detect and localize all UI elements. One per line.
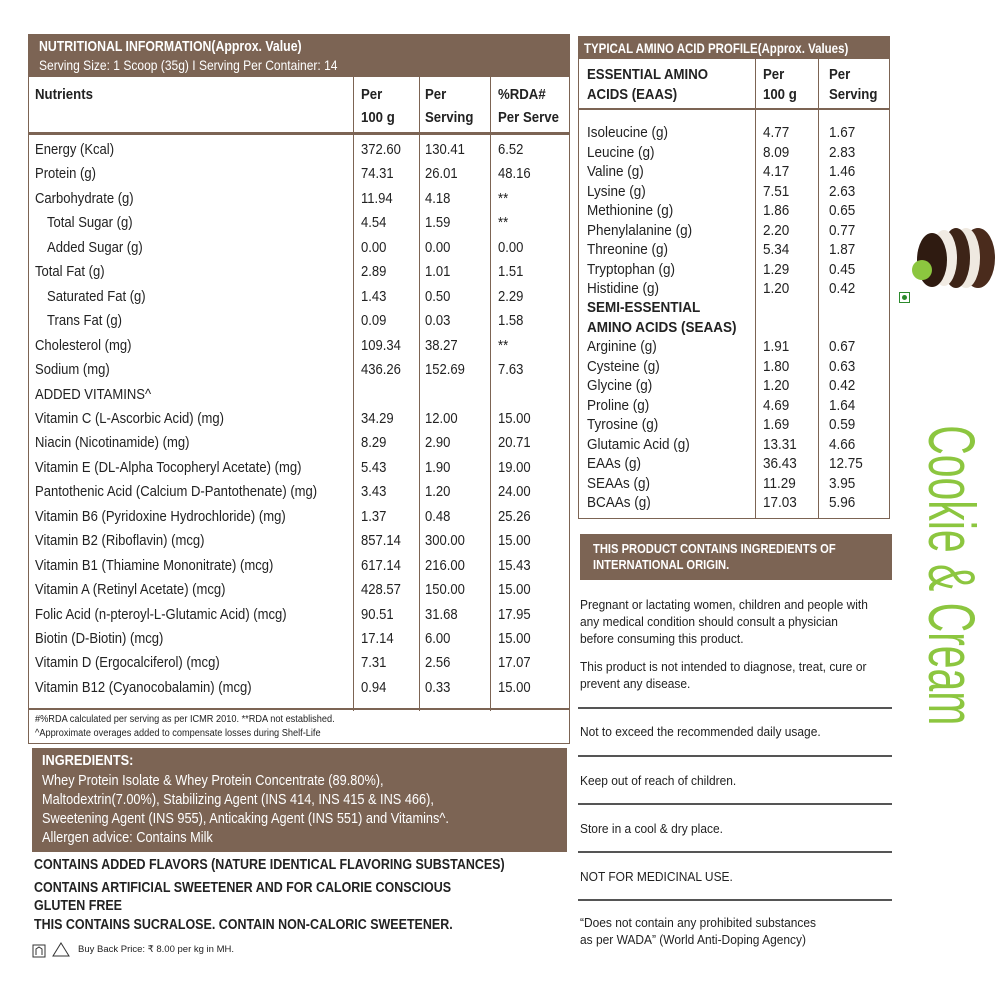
table-row [579, 493, 889, 513]
cell-ps: 4.18 [425, 190, 451, 207]
table-row [29, 677, 569, 701]
cell-name: Glycine (g) [587, 377, 653, 394]
cell-rda: 15.00 [498, 533, 531, 550]
cell-rda: 6.52 [498, 142, 524, 158]
cell-ps: 0.59 [829, 416, 856, 433]
cell-p100: 372.60 [361, 142, 401, 158]
cell-name: Lysine (g) [587, 182, 646, 200]
wada-note: “Does not contain any prohibited substances as per WADA” (World Anti-Doping Agency) [580, 915, 817, 947]
nutrient-name: Saturated Fat (g) [47, 288, 146, 305]
cell-ps: 0.42 [829, 377, 856, 394]
nutrient-name: Carbohydrate (g) [35, 190, 134, 207]
footer-rule [29, 708, 569, 710]
footnote-rda: #%RDA calculated per serving as per ICMR 2010. **RDA not established. [35, 714, 335, 725]
cell-rda: ** [498, 190, 509, 207]
header-rule [29, 132, 569, 135]
nutrient-name: Vitamin B6 (Pyridoxine Hydrochloride) (mg) [35, 508, 286, 525]
table-row [579, 182, 889, 202]
col-nutrients: Nutrients [35, 86, 93, 103]
cookie-image [908, 222, 996, 290]
cell-name: Valine (g) [587, 163, 644, 180]
pregnancy-warning: Pregnant or lactating women, children and people with any medical condition should consult a physician before consuming this product. [580, 597, 868, 646]
table-row [579, 162, 889, 182]
cell-name: Histidine (g) [587, 280, 660, 297]
divider [578, 707, 892, 709]
col-essential: ESSENTIAL AMINO ACIDS (EAAS) [587, 66, 709, 103]
cell-rda: 24.00 [498, 484, 531, 501]
serving-info: Serving Size: 1 Scoop (35g) I Serving Per Container: 14 [39, 57, 338, 73]
cell-ps: 2.90 [425, 435, 451, 452]
cell-ps: 3.95 [829, 474, 856, 492]
cell-ps: 6.00 [425, 631, 451, 647]
cell-name: BCAAs (g) [587, 494, 651, 511]
table-row [29, 432, 569, 456]
divider [578, 755, 892, 757]
cell-rda: 15.00 [498, 679, 531, 696]
nutrient-name: Protein (g) [35, 166, 96, 183]
table-row [29, 408, 569, 432]
cell-p100: 17.14 [361, 631, 394, 647]
cell-ps: 0.48 [425, 508, 451, 525]
nutrient-name: Pantothenic Acid (Calcium D-Pantothenate) (mg) [35, 484, 318, 501]
table-row [29, 335, 569, 359]
nutrient-name: Cholesterol (mg) [35, 337, 132, 354]
cell-p100: 2.89 [361, 264, 387, 281]
cell-ps: 4.66 [829, 435, 856, 453]
table-row [29, 310, 569, 334]
cell-p100: 3.43 [361, 484, 387, 501]
cell-rda: ** [498, 337, 509, 354]
cell-p100: 7.51 [763, 182, 790, 200]
cell-p100: 13.31 [763, 435, 797, 453]
daily-usage-note: Not to exceed the recommended daily usage. [580, 724, 821, 739]
cell-ps: 1.87 [829, 241, 856, 258]
cell-ps: 150.00 [425, 582, 465, 599]
cell-name: EAAs (g) [587, 455, 642, 472]
cell-p100: 11.94 [361, 190, 393, 207]
table-row [29, 163, 569, 187]
nutrient-name: Vitamin B1 (Thiamine Mononitrate) (mcg) [35, 557, 274, 574]
cell-p100: 0.09 [361, 313, 387, 330]
cell-p100: 109.34 [361, 337, 401, 354]
table-row [29, 604, 569, 628]
cell-ps: 12.00 [425, 410, 458, 427]
cell-ps: 0.50 [425, 288, 451, 305]
table-row [29, 139, 569, 163]
cell-p100: 1.69 [763, 416, 790, 433]
amino-title: TYPICAL AMINO ACID PROFILE(Approx. Values) [584, 40, 849, 56]
nutrient-name: Vitamin B2 (Riboflavin) (mcg) [35, 533, 205, 550]
nutrient-name: Vitamin C (L-Ascorbic Acid) (mg) [35, 410, 225, 427]
cell-ps: 0.63 [829, 357, 856, 375]
table-row [29, 481, 569, 505]
cell-rda: 15.00 [498, 410, 531, 427]
col-perserving: Per Serving [425, 86, 474, 126]
storage-note: Store in a cool & dry place. [580, 821, 723, 836]
cell-rda: 15.00 [498, 582, 531, 599]
cell-ps: 1.20 [425, 484, 451, 501]
cell-p100: 90.51 [361, 606, 394, 623]
table-row [29, 359, 569, 383]
cell-rda: ** [498, 215, 509, 232]
veg-mark-icon [899, 292, 910, 303]
cell-p100: 4.54 [361, 215, 387, 232]
cell-rda: 17.95 [498, 606, 531, 623]
statement-sucralose: THIS CONTAINS SUCRALOSE. CONTAIN NON-CALORIC SWEETENER. [34, 917, 453, 933]
cell-rda: 20.71 [498, 435, 531, 452]
cell-p100: 36.43 [763, 455, 797, 472]
cell-p100: 8.29 [361, 435, 387, 452]
col-rda: %RDA# Per Serve [498, 86, 559, 126]
cell-rda: 15.43 [498, 557, 531, 574]
nutrient-name: Vitamin B12 (Cyanocobalamin) (mcg) [35, 679, 252, 696]
footnote-overage: ^Approximate overages added to compensate losses during Shelf-Life [35, 728, 321, 739]
table-row [579, 143, 889, 163]
table-row [579, 357, 889, 377]
ingredients-line: Whey Protein Isolate & Whey Protein Concentrate (89.80%), [42, 772, 384, 789]
table-row [29, 384, 569, 408]
table-row [29, 261, 569, 285]
cell-p100: 8.09 [763, 143, 790, 161]
cell-ps: 1.64 [829, 396, 856, 414]
buy-back-price: Buy Back Price: ₹ 8.00 per kg in MH. [78, 944, 234, 955]
cell-name: Leucine (g) [587, 143, 655, 161]
table-row [579, 240, 889, 260]
ingredients-line: Maltodextrin(7.00%), Stabilizing Agent (INS 414, INS 415 & INS 466), [42, 791, 434, 808]
cell-p100: 74.31 [361, 166, 394, 183]
cell-rda: 15.00 [498, 631, 531, 647]
cell-ps: 5.96 [829, 494, 856, 511]
cell-ps: 0.77 [829, 221, 856, 239]
cell-rda: 7.63 [498, 362, 524, 379]
cell-rda: 48.16 [498, 166, 531, 183]
cell-name: Arginine (g) [587, 338, 657, 355]
table-row [29, 212, 569, 236]
cell-p100: 617.14 [361, 557, 401, 574]
statement-gluten: GLUTEN FREE [34, 898, 122, 914]
cell-p100: 4.69 [763, 396, 790, 414]
pet-symbol-icon [52, 942, 70, 958]
cell-p100: 857.14 [361, 533, 401, 550]
cell-ps: 0.45 [829, 260, 856, 278]
cell-ps: 300.00 [425, 533, 465, 550]
cell-p100: 7.31 [361, 655, 387, 672]
cell-ps: 26.01 [425, 166, 458, 183]
divider [578, 803, 892, 805]
divider [578, 851, 892, 853]
cell-ps: 0.67 [829, 338, 856, 355]
cell-p100: 5.43 [361, 459, 387, 476]
flavor-name: Cookie & Cream [915, 425, 989, 726]
divider [578, 899, 892, 901]
cell-name: Proline (g) [587, 396, 650, 414]
cell-ps: 1.01 [425, 264, 451, 281]
col-amino-per100: Per 100 g [763, 66, 797, 103]
table-row [579, 435, 889, 455]
table-row [579, 279, 889, 299]
ingredients-title: INGREDIENTS: [42, 752, 134, 769]
table-row [579, 201, 889, 221]
cell-p100: 1.43 [361, 288, 387, 305]
cell-ps: 0.33 [425, 679, 451, 696]
cell-p100: 2.20 [763, 221, 790, 239]
table-row [579, 337, 889, 357]
cell-p100: 1.20 [763, 280, 790, 297]
ingredients-line: Sweetening Agent (INS 955), Anticaking Agent (INS 551) and Vitamins^. [42, 810, 449, 827]
cell-rda: 1.58 [498, 313, 524, 330]
nutrient-name: Total Sugar (g) [47, 215, 133, 232]
table-row [29, 530, 569, 554]
cell-name: SEAAs (g) [587, 474, 651, 492]
nutrition-header [29, 35, 569, 77]
cell-ps: 1.67 [829, 124, 856, 141]
statement-sweetener: CONTAINS ARTIFICIAL SWEETENER AND FOR CALORIE CONSCIOUS [34, 880, 452, 896]
cell-ps: 130.41 [425, 142, 465, 158]
cell-ps: 12.75 [829, 455, 863, 472]
cell-p100: 4.77 [763, 124, 790, 141]
cell-ps: 216.00 [425, 557, 465, 574]
nutrient-name: Vitamin A (Retinyl Acetate) (mcg) [35, 582, 226, 599]
cell-p100: 0.94 [361, 679, 387, 696]
table-row [29, 188, 569, 212]
cell-name: Threonine (g) [587, 241, 669, 258]
col-per100: Per 100 g [361, 86, 395, 126]
nutrient-name: Vitamin D (Ergocalciferol) (mcg) [35, 655, 220, 672]
cell-name: Isoleucine (g) [587, 124, 669, 141]
cell-ps: 2.63 [829, 182, 856, 200]
cell-p100: 436.26 [361, 362, 401, 379]
table-row [29, 506, 569, 530]
medicinal-note: NOT FOR MEDICINAL USE. [580, 869, 733, 884]
nutrient-name: Total Fat (g) [35, 264, 105, 281]
cell-rda: 2.29 [498, 288, 524, 305]
cell-p100: 5.34 [763, 241, 790, 258]
cell-name: Methionine (g) [587, 202, 674, 219]
table-row [579, 376, 889, 396]
cell-p100: 0.00 [361, 239, 387, 256]
cell-p100: 17.03 [763, 494, 797, 511]
intl-line: INTERNATIONAL ORIGIN. [593, 557, 730, 572]
cell-p100: 1.37 [361, 508, 387, 525]
diagnose-disclaimer: This product is not intended to diagnose, treat, cure or prevent any disease. [580, 659, 867, 691]
table-row [579, 221, 889, 241]
table-row [579, 454, 889, 474]
table-row [579, 415, 889, 435]
recycle-icon [32, 944, 46, 958]
nutrient-name: Added Sugar (g) [47, 239, 143, 256]
cell-p100: 1.20 [763, 377, 790, 394]
cell-ps: 0.00 [425, 239, 451, 256]
cell-ps: 38.27 [425, 337, 458, 354]
cell-ps: 1.90 [425, 459, 451, 476]
nutrition-table [28, 34, 570, 744]
cell-p100: 11.29 [763, 474, 796, 492]
cell-ps: 0.03 [425, 313, 451, 330]
table-row [29, 286, 569, 310]
table-row [29, 628, 569, 652]
cell-p100: 1.29 [763, 260, 790, 278]
table-row [579, 123, 889, 143]
cell-ps: 2.56 [425, 655, 451, 672]
cell-ps: 2.83 [829, 143, 856, 161]
cell-name: Phenylalanine (g) [587, 221, 693, 239]
cell-ps: 1.46 [829, 163, 856, 180]
table-row [29, 579, 569, 603]
table-row [579, 260, 889, 280]
cell-p100: 34.29 [361, 410, 394, 427]
cell-ps: 31.68 [425, 606, 458, 623]
international-origin-box [580, 534, 892, 580]
nutrition-title: NUTRITIONAL INFORMATION(Approx. Value) [39, 38, 302, 55]
cell-rda: 19.00 [498, 459, 531, 476]
intl-line: THIS PRODUCT CONTAINS INGREDIENTS OF [593, 541, 836, 556]
cell-rda: 25.26 [498, 508, 531, 525]
cell-ps: 152.69 [425, 362, 465, 379]
cell-rda: 0.00 [498, 239, 524, 256]
nutrient-name: Folic Acid (n-pteroyl-L-Glutamic Acid) (mcg) [35, 606, 287, 623]
nutrient-name: Biotin (D-Biotin) (mcg) [35, 631, 164, 647]
cell-ps: 0.42 [829, 280, 856, 297]
nutrient-name: Sodium (mg) [35, 362, 110, 379]
cell-name: Glutamic Acid (g) [587, 435, 690, 453]
cell-rda: 1.51 [498, 264, 524, 281]
header-rule [579, 108, 889, 110]
nutrient-name: Niacin (Nicotinamide) (mg) [35, 435, 190, 452]
cell-name: Cysteine (g) [587, 357, 660, 375]
cell-p100: 1.91 [763, 338, 790, 355]
col-amino-perserving: Per Serving [829, 66, 878, 103]
table-row [29, 652, 569, 676]
table-row [29, 457, 569, 481]
cell-p100: 4.17 [763, 163, 790, 180]
table-row [29, 237, 569, 261]
amino-acid-table [578, 36, 890, 519]
cell-p100: 1.80 [763, 357, 790, 375]
nutrient-name: Energy (Kcal) [35, 142, 115, 158]
table-row [579, 396, 889, 416]
cell-rda: 17.07 [498, 655, 531, 672]
nutrient-name: Vitamin E (DL-Alpha Tocopheryl Acetate) (mg) [35, 459, 302, 476]
cell-ps: 1.59 [425, 215, 451, 232]
table-row [579, 474, 889, 494]
amino-header [579, 37, 889, 59]
cell-p100: 1.86 [763, 202, 790, 219]
cell-ps: 0.65 [829, 202, 856, 219]
nutrient-name: ADDED VITAMINS^ [35, 386, 152, 403]
ingredients-line: Allergen advice: Contains Milk [42, 829, 213, 846]
semi-essential-title: SEMI-ESSENTIAL AMINO ACIDS (SEAAS) [587, 299, 737, 336]
children-note: Keep out of reach of children. [580, 773, 737, 788]
ingredients-box [32, 748, 567, 852]
cell-name: Tryptophan (g) [587, 260, 676, 278]
statement-flavors: CONTAINS ADDED FLAVORS (NATURE IDENTICAL FLAVORING SUBSTANCES) [34, 857, 505, 873]
table-row [29, 555, 569, 579]
cell-p100: 428.57 [361, 582, 401, 599]
nutrient-name: Trans Fat (g) [47, 313, 122, 330]
cell-name: Tyrosine (g) [587, 416, 659, 433]
